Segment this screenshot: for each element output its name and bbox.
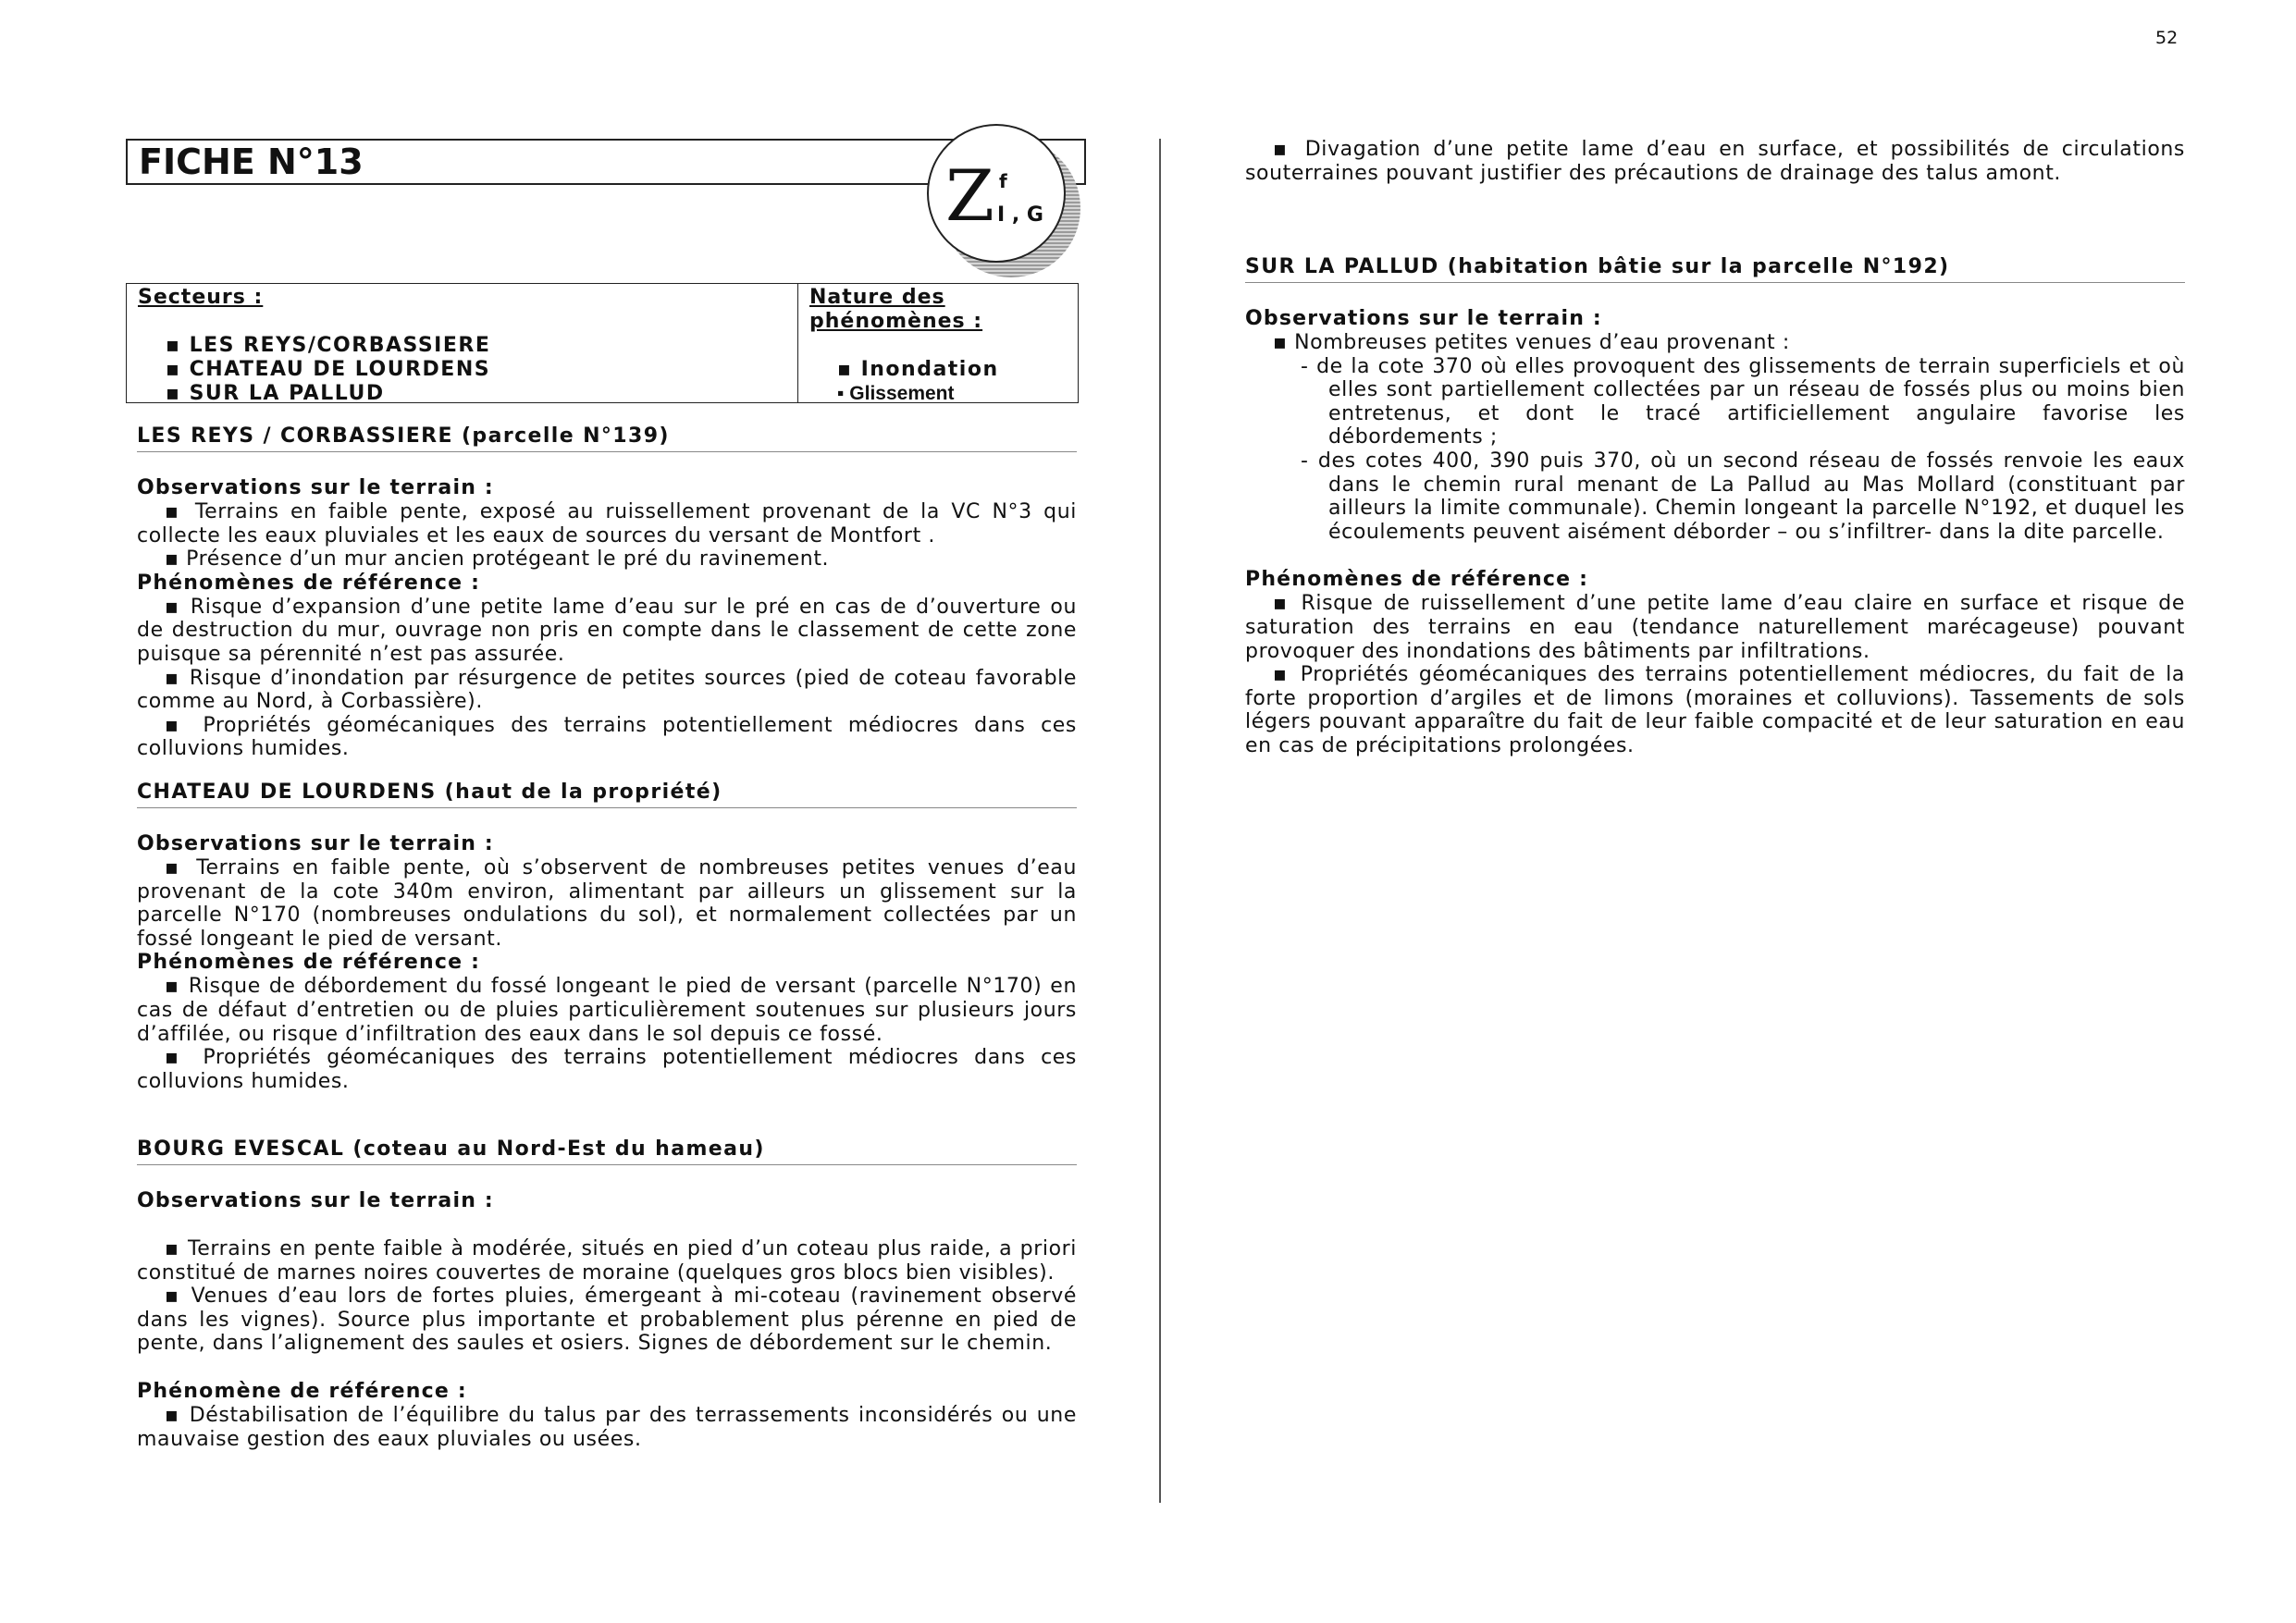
sector-item: ▪ SUR LA PALLUD bbox=[166, 382, 385, 405]
phenomena-label: Phénomène de référence : bbox=[137, 1379, 467, 1403]
section-les-reys bbox=[137, 424, 1077, 761]
paragraph: ▪ Nombreuses petites venues d’eau provenant : bbox=[1273, 331, 1790, 354]
nature-item: ▪ Inondation bbox=[837, 358, 999, 381]
paragraph: ▪ Risque d’inondation par résurgence de petites sources (pied de coteau favorable comme au Nord, à Corbassière). bbox=[137, 666, 1077, 714]
sectors-cell bbox=[127, 284, 798, 405]
paragraph: ▪ Propriétés géomécaniques des terrains potentiellement médiocres dans ces colluvions humides. bbox=[137, 1046, 1077, 1093]
zone-badge bbox=[927, 124, 1075, 272]
dash-list-item: - des cotes 400, 390 puis 370, où un second réseau de fossés renvoie les eaux dans le chemin rural menant de La Pallud au Mas Mollard (constituant par ailleurs la limite communale). Chemin longeant la parcelle N°192, et duquel les écoulements peuvent aisément déborder – ou s’infiltrer- dans la dite parcelle. bbox=[1301, 449, 2185, 544]
section-chateau-de-lourdens bbox=[137, 780, 1077, 1093]
sector-item: ▪ LES REYS/CORBASSIERE bbox=[166, 334, 491, 357]
zone-superscript: f bbox=[999, 170, 1007, 192]
paragraph: ▪ Venues d’eau lors de fortes pluies, émergeant à mi-coteau (ravinement observé dans les vignes). Source plus importante et probablement plus pérenne en pied de pente, dans l’alignement des saules et osiers. Signes de débordement sur le chemin. bbox=[137, 1285, 1077, 1356]
paragraph: ▪ Terrains en pente faible à modérée, situés en pied d’un coteau plus raide, a priori constitué de marnes noires couvertes de moraine (quelques gros blocs bien visibles). bbox=[137, 1237, 1077, 1285]
sectors-table bbox=[126, 283, 1079, 403]
paragraph: ▪ Propriétés géomécaniques des terrains potentiellement médiocres dans ces colluvions humides. bbox=[137, 713, 1077, 761]
nature-heading-line1: Nature des bbox=[809, 286, 945, 309]
nature-cell bbox=[798, 284, 1076, 402]
column-divider bbox=[1159, 139, 1161, 1503]
page-number: 52 bbox=[2155, 28, 2179, 48]
zone-badge-circle bbox=[927, 124, 1066, 263]
section-sur-la-pallud bbox=[1245, 254, 2185, 758]
section-heading: SUR LA PALLUD (habitation bâtie sur la parcelle N°192) bbox=[1245, 254, 2185, 283]
paragraph: ▪ Présence d’un mur ancien protégeant le pré du ravinement. bbox=[165, 547, 830, 572]
paragraph: ▪ Divagation d’une petite lame d’eau en surface, et possibilités de circulations souterraines pouvant justifier des précautions de drainage des talus amont. bbox=[1245, 138, 2185, 185]
section-heading: CHATEAU DE LOURDENS (haut de la propriété) bbox=[137, 780, 1077, 808]
observations-label: Observations sur le terrain : bbox=[137, 476, 494, 499]
paragraph: ▪ Risque de débordement du fossé longeant le pied de versant (parcelle N°170) en cas de défaut d’entretien ou de pluies particulièrement soutenues sur plusieurs jours d’affilée, ou risque d’infiltration des eaux dans le sol depuis ce fossé. bbox=[137, 975, 1077, 1046]
observations-label: Observations sur le terrain : bbox=[1245, 307, 1602, 330]
phenomena-label: Phénomènes de référence : bbox=[137, 951, 481, 975]
section-heading: LES REYS / CORBASSIERE (parcelle N°139) bbox=[137, 424, 1077, 452]
fiche-title: FICHE N°13 bbox=[126, 139, 1086, 185]
phenomena-label: Phénomènes de référence : bbox=[1245, 568, 1589, 592]
paragraph: ▪ Risque de ruissellement d’une petite lame d’eau claire en surface et risque de saturation des terrains en eau (tendance naturellement marécageuse) pouvant provoquer des inondations des bâtiments par infiltrations. bbox=[1245, 592, 2185, 663]
paragraph: ▪ Risque d’expansion d’une petite lame d’eau sur le pré en cas de d’ouverture ou de destruction du mur, ouvrage non pris en compte dans le classement de cette zone puisque sa pérennité n’est pas assurée. bbox=[137, 595, 1077, 666]
nature-heading-line2: phénomènes : bbox=[809, 310, 983, 333]
paragraph: ▪ Terrains en faible pente, où s’observent de nombreuses petites venues d’eau provenant de la cote 340m environ, alimentant par ailleurs un glissement sur la parcelle N°170 (nombreuses ondulations du sol), et normalement collectées par un fossé longeant le pied de versant. bbox=[137, 856, 1077, 951]
observations-label: Observations sur le terrain : bbox=[137, 832, 494, 855]
zone-letter: Z bbox=[945, 154, 994, 237]
zone-subscript: I , G bbox=[997, 203, 1043, 227]
section-heading: BOURG EVESCAL (coteau au Nord-Est du hameau) bbox=[137, 1137, 1077, 1165]
nature-item: ▪ Glissement bbox=[837, 383, 955, 404]
observations-label: Observations sur le terrain : bbox=[137, 1189, 494, 1212]
dash-list-item: - de la cote 370 où elles provoquent des glissements de terrain superficiels et où elles sont partiellement collectées par un réseau de fossés plus ou moins bien entretenus, et dont le tracé artificiellement angulaire favorise les débordements ; bbox=[1301, 354, 2185, 449]
phenomena-label: Phénomènes de référence : bbox=[137, 571, 481, 595]
sector-item: ▪ CHATEAU DE LOURDENS bbox=[166, 358, 491, 381]
section-bourg-evescal bbox=[137, 1137, 1077, 1451]
paragraph: ▪ Déstabilisation de l’équilibre du talus par des terrassements inconsidérés ou une mauvaise gestion des eaux pluviales ou usées. bbox=[137, 1403, 1077, 1451]
intro-paragraph-block bbox=[1245, 138, 2185, 185]
sectors-heading: Secteurs : bbox=[138, 286, 264, 309]
paragraph: ▪ Terrains en faible pente, exposé au ruissellement provenant de la VC N°3 qui collecte les eaux pluviales et les eaux de sources du versant de Montfort . bbox=[137, 500, 1077, 547]
paragraph: ▪ Propriétés géomécaniques des terrains potentiellement médiocres, du fait de la forte proportion d’argiles et de limons (moraines et colluvions). Tassements de sols légers pouvant apparaître du fait de leur faible compacité et de leur saturation en eau en cas de précipitations prolongées. bbox=[1245, 663, 2185, 757]
